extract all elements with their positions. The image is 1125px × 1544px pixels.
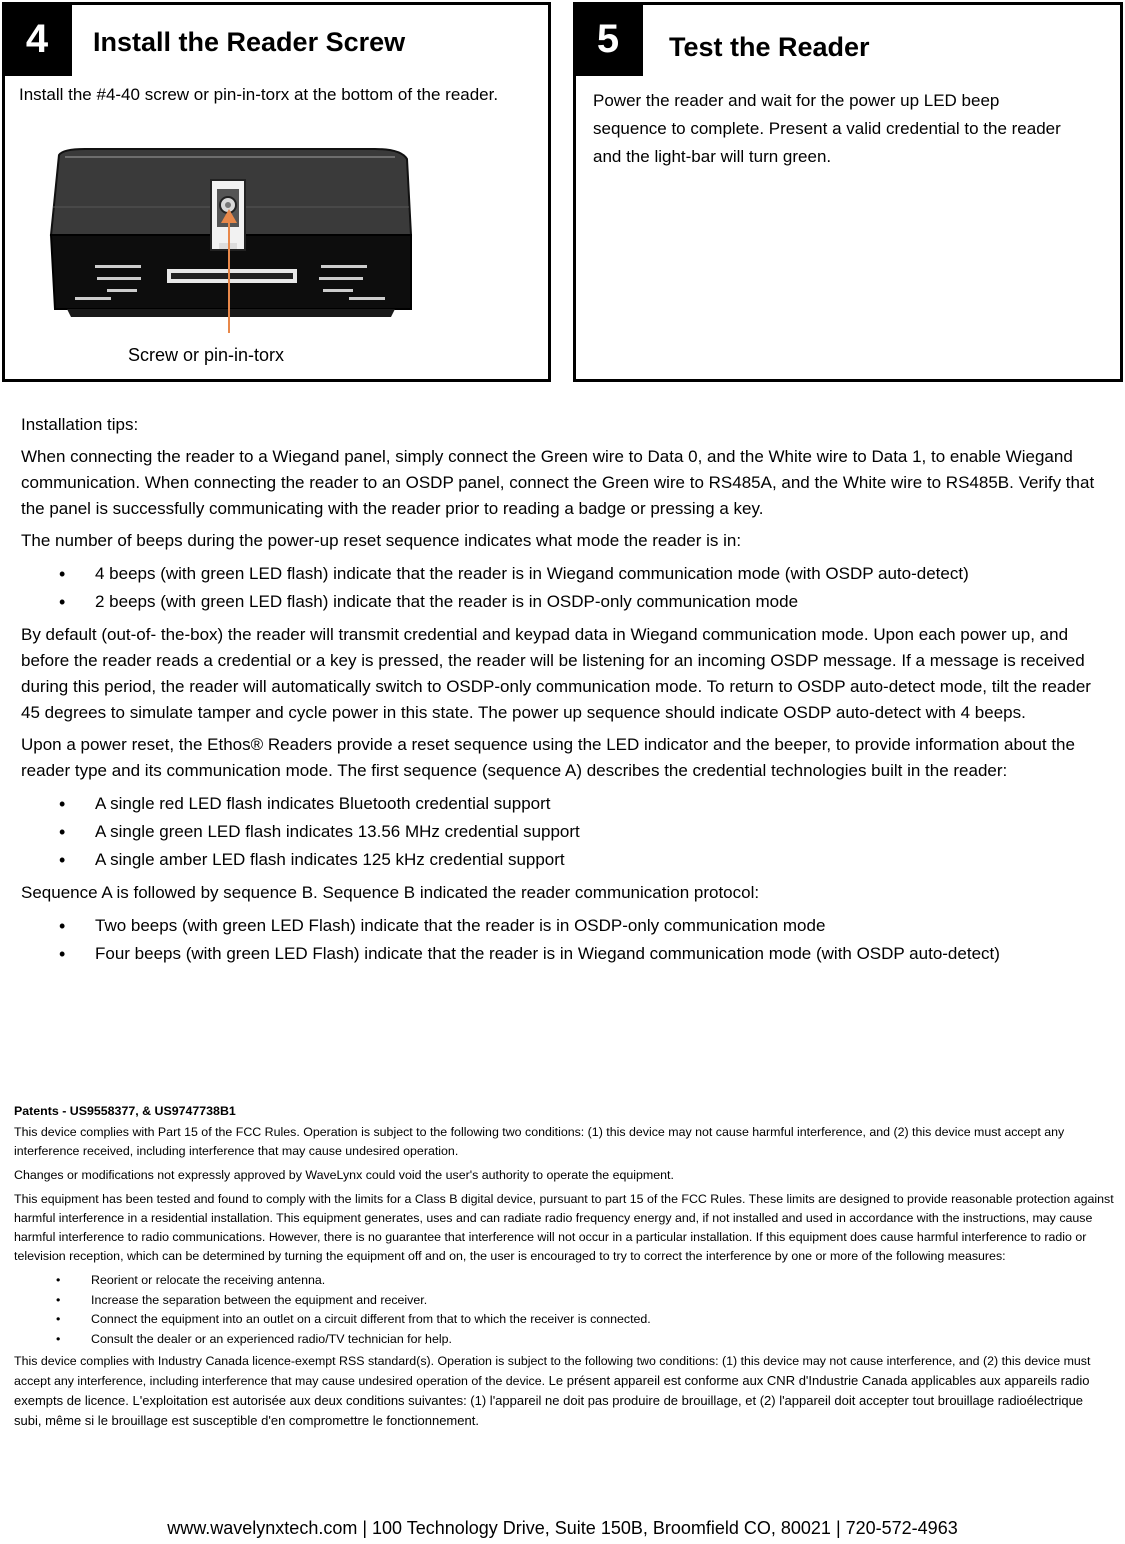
ic-english: This device complies with Industry Canada licence-exempt RSS standard(s). Operation is subject to the following two conditions: (1) this device may not cause interference, and (2) this device must accept any interference, including interference that may cause undesired operation of the device.	[14, 1354, 1091, 1388]
tips-heading: Installation tips:	[21, 415, 139, 434]
ic-french: Le présent appareil est conforme aux CNR d'Industrie Canada applicables aux appareils radio exempts de licence. L'exploitation est autorisée aux deux conditions suivantes: (1) l'appareil ne doit pas produire de brouillage, et (2) l'appareil doit accepter tout brouillage radioélectrique subi, même si le brouillage est susceptible d'en compromettre le fonctionnement.	[14, 1373, 1090, 1428]
step-5-title: Test the Reader	[669, 32, 870, 62]
class-b-notice: This equipment has been tested and found to comply with the limits for a Class B digital device, pursuant to part 15 of the FCC Rules. These limits are designed to provide reasonable protection against harmful interference in a residential installation. This equipment generates, uses and can radiate radio frequency energy and, if not installed and used in accordance with the instructions, may cause harmful interference to radio communications. However, there is no guarantee that interference will not occur in a particular installation. If this equipment does cause harmful interference to radio or television reception, which can be determined by turning the equipment off and on, the user is encouraged to try to correct the interference by one or more of the following measures:	[14, 1192, 1114, 1263]
tips-default-mode: By default (out-of- the-box) the reader will transmit credential and keypad data in Wiegand communication mode. Upon each power up, and before the reader reads a credential or a key is pressed, the reader will be listening for an incoming OSDP message. If a message is received during this period, the reader will automatically switch to OSDP-only communication mode. To return to OSDP auto-detect mode, tilt the reader 45 degrees to simulate tamper and cycle power in this state. The power up sequence should indicate OSDP auto-detect with 4 beeps.	[21, 625, 1091, 722]
list-item: • Four beeps (with green LED Flash) indicate that the reader is in Wiegand communication mode (with OSDP auto-detect)	[21, 940, 1113, 968]
list-item: • Consult the dealer or an experienced radio/TV technician for help.	[14, 1330, 1114, 1350]
list-item: • A single red LED flash indicates Bluetooth credential support	[21, 790, 1113, 818]
fcc-part15: This device complies with Part 15 of the FCC Rules. Operation is subject to the following two conditions: (1) this device may not cause harmful interference, and (2) this device must accept any interference received, including interference that may cause undesired operation.	[14, 1125, 1065, 1158]
step-5-panel	[573, 2, 1123, 382]
list-item: • Reorient or relocate the receiving antenna.	[14, 1271, 1114, 1291]
sequence-b-list	[21, 912, 1113, 968]
tips-wiring: When connecting the reader to a Wiegand panel, simply connect the Green wire to Data 0, and the White wire to Data 1, to enable Wiegand communication. When connecting the reader to an OSDP panel, connect the Green wire to RS485A, and the White wire to RS485B. Verify that the panel is successfully communicating with the reader prior to reading a badge or pressing a key.	[21, 447, 1095, 518]
list-item: • 2 beeps (with green LED flash) indicate that the reader is in OSDP-only communication mode	[21, 588, 1113, 616]
measures-list	[14, 1271, 1114, 1349]
patents: Patents - US9558377, & US9747738B1	[14, 1104, 236, 1118]
list-item: • A single green LED flash indicates 13.56 MHz credential support	[21, 818, 1113, 846]
list-item: • Two beeps (with green LED Flash) indicate that the reader is in OSDP-only communication mode	[21, 912, 1113, 940]
tips-sequence-b-intro: Sequence A is followed by sequence B. Sequence B indicated the reader communication protocol:	[21, 883, 760, 902]
list-item: • Increase the separation between the equipment and receiver.	[14, 1291, 1114, 1311]
step-4-number: 4	[2, 2, 72, 76]
step-4-panel	[2, 2, 551, 382]
tips-reset-intro: Upon a power reset, the Ethos® Readers provide a reset sequence using the LED indicator and the beeper, to provide information about the reader type and its communication mode. The first sequence (sequence A) describes the credential technologies built in the reader:	[21, 735, 1075, 780]
tips-beeps-intro: The number of beeps during the power-up reset sequence indicates what mode the reader is in:	[21, 531, 742, 550]
screw-caption: Screw or pin-in-torx	[128, 345, 285, 365]
footer-contact: www.wavelynxtech.com | 100 Technology Drive, Suite 150B, Broomfield CO, 80021 | 720-572-4963	[167, 1518, 958, 1538]
list-item: • Connect the equipment into an outlet on a circuit different from that to which the receiver is connected.	[14, 1310, 1114, 1330]
changes-notice: Changes or modifications not expressly approved by WaveLynx could void the user's authority to operate the equipment.	[14, 1168, 674, 1182]
beeps-list	[21, 560, 1113, 616]
step-4-title: Install the Reader Screw	[93, 27, 406, 57]
list-item: • 4 beeps (with green LED flash) indicate that the reader is in Wiegand communication mode (with OSDP auto-detect)	[21, 560, 1113, 588]
step-5-number: 5	[573, 2, 643, 76]
step-4-text: Install the #4-40 screw or pin-in-torx at the bottom of the reader.	[19, 85, 499, 104]
installation-tips	[21, 412, 1113, 974]
reader-bottom-illustration	[45, 147, 417, 337]
industry-canada-notice	[14, 1352, 1114, 1431]
list-item: • A single amber LED flash indicates 125 kHz credential support	[21, 846, 1113, 874]
regulatory-section	[14, 1102, 1114, 1436]
sequence-a-list	[21, 790, 1113, 874]
step-5-text: Power the reader and wait for the power up LED beep sequence to complete. Present a valid credential to the reader and the light-bar will turn green.	[593, 91, 1061, 166]
